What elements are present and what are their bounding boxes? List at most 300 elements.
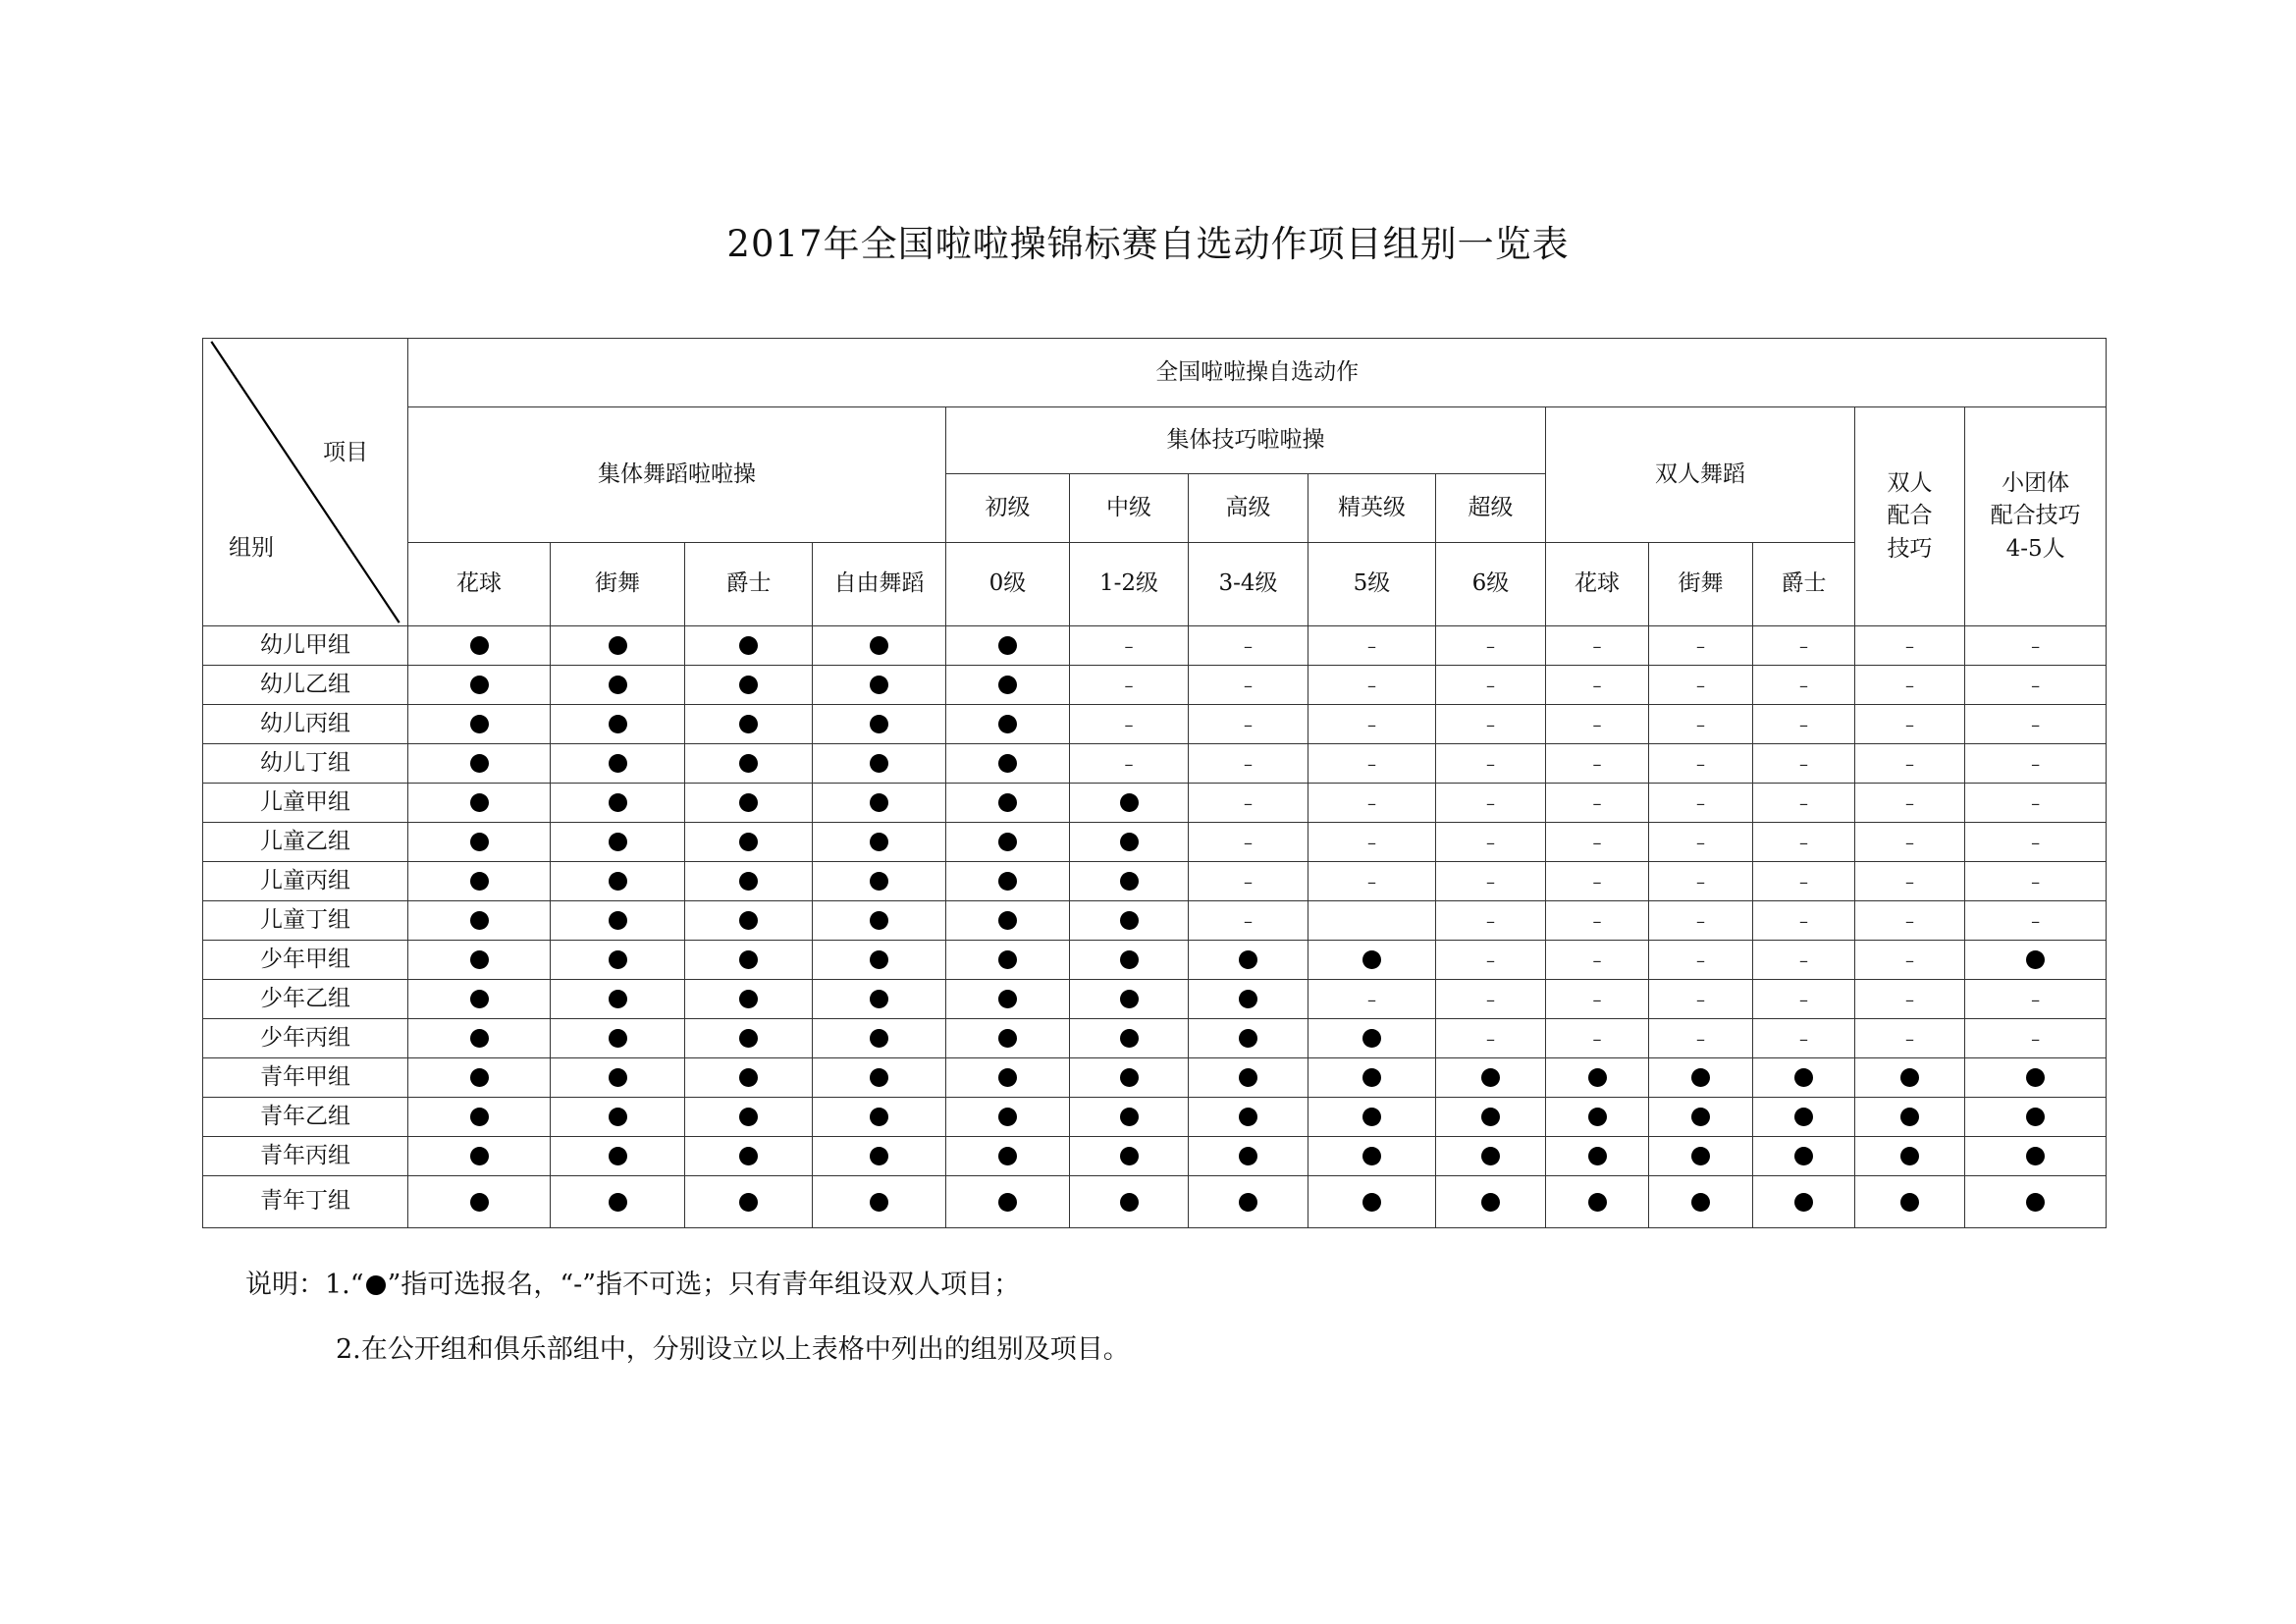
dot-icon (1120, 911, 1139, 930)
table-cell (1546, 626, 1649, 666)
table-cell (551, 1058, 685, 1098)
table-cell (685, 1058, 813, 1098)
table-cell (1308, 666, 1436, 705)
dash-mark: – (1486, 871, 1495, 893)
dot-icon (1362, 1068, 1381, 1087)
dot-icon (998, 715, 1017, 733)
dot-icon (739, 1108, 758, 1126)
table-cell (1649, 1098, 1753, 1137)
table-cell (408, 862, 551, 901)
table-cell (1436, 1058, 1546, 1098)
dash-mark: – (1592, 910, 1602, 932)
table-cell (685, 1098, 813, 1137)
small-group-line: 配合技巧 (1990, 503, 2081, 529)
table-cell (1649, 744, 1753, 784)
page-title: 2017年全国啦啦操锦标赛自选动作项目组别一览表 (726, 223, 1570, 265)
dot-icon (1239, 1108, 1257, 1126)
dash-mark: – (1486, 714, 1495, 735)
dot-icon (739, 793, 758, 812)
dot-icon (1691, 1068, 1710, 1087)
dot-icon (739, 990, 758, 1008)
dash-mark: – (1592, 714, 1602, 735)
dot-icon (1362, 950, 1381, 969)
dash-mark: – (2031, 832, 2041, 853)
dot-icon (2026, 1147, 2045, 1165)
table-cell (1436, 1098, 1546, 1137)
table-cell (1546, 705, 1649, 744)
table-cell (813, 941, 946, 980)
dot-icon (1481, 1147, 1500, 1165)
dash-mark: – (1905, 792, 1914, 814)
dash-mark: – (1905, 635, 1914, 657)
dot-icon (1588, 1193, 1607, 1212)
table-cell (685, 666, 813, 705)
dot-icon (870, 793, 888, 812)
table-cell (551, 1019, 685, 1058)
table-cell (1546, 1137, 1649, 1176)
table-cell (1546, 862, 1649, 901)
table-cell (1436, 862, 1546, 901)
dot-icon (998, 676, 1017, 694)
table-cell (1855, 1098, 1965, 1137)
dot-icon (1900, 1147, 1919, 1165)
dot-icon (870, 950, 888, 969)
table-cell (1649, 705, 1753, 744)
dot-icon (2026, 950, 2045, 969)
dot-icon (1362, 1193, 1381, 1212)
dash-mark: – (1696, 753, 1705, 775)
dash-mark: – (1486, 1028, 1495, 1050)
row-group-name: 青年丙组 (203, 1137, 408, 1176)
table-cell (1965, 626, 2107, 666)
subheader: 1-2级 (1070, 543, 1189, 626)
dot-icon (470, 1147, 489, 1165)
table-cell (1308, 862, 1436, 901)
table-cell (1855, 1058, 1965, 1098)
dot-icon (1794, 1147, 1813, 1165)
dot-icon (1120, 990, 1139, 1008)
table-cell (1189, 744, 1308, 784)
table-row (203, 941, 2107, 980)
table-cell (1546, 1098, 1649, 1137)
table-cell (813, 980, 946, 1019)
dash-mark: – (2031, 989, 2041, 1010)
dot-icon (870, 1068, 888, 1087)
table-cell (1070, 784, 1189, 823)
dot-icon (739, 1193, 758, 1212)
row-group-name: 少年乙组 (203, 980, 408, 1019)
dot-icon (1794, 1108, 1813, 1126)
dash-mark: – (1799, 989, 1808, 1010)
table-cell (946, 1019, 1070, 1058)
table-cell (1436, 980, 1546, 1019)
dot-icon (1691, 1193, 1710, 1212)
dot-icon (1120, 950, 1139, 969)
dot-icon (870, 636, 888, 655)
table-cell (813, 1058, 946, 1098)
table-cell (1308, 980, 1436, 1019)
table-cell (1546, 901, 1649, 941)
table-cell (1965, 901, 2107, 941)
table-cell (1436, 1019, 1546, 1058)
table-cell (1649, 626, 1753, 666)
dash-mark: – (1486, 635, 1495, 657)
table-cell (1070, 666, 1189, 705)
table-cell (551, 823, 685, 862)
subheader: 街舞 (1649, 543, 1753, 626)
dash-mark: – (1367, 635, 1376, 657)
dash-mark: – (1124, 753, 1134, 775)
table-cell (551, 1098, 685, 1137)
dash-mark: – (1696, 910, 1705, 932)
dot-icon (470, 872, 489, 891)
dot-icon (1588, 1068, 1607, 1087)
dot-icon (998, 754, 1017, 773)
dot-icon (1900, 1068, 1919, 1087)
dot-icon (870, 990, 888, 1008)
dot-icon (609, 715, 627, 733)
level-header: 中级 (1070, 474, 1189, 543)
table-cell (1436, 744, 1546, 784)
dot-icon (1794, 1193, 1813, 1212)
table-row (203, 1176, 2107, 1228)
dot-icon (1588, 1108, 1607, 1126)
table-cell (1855, 862, 1965, 901)
table-cell (551, 705, 685, 744)
dot-icon (609, 793, 627, 812)
table-cell (1308, 1098, 1436, 1137)
dash-mark: – (1905, 753, 1914, 775)
table-cell (1546, 784, 1649, 823)
dot-icon (1120, 1147, 1139, 1165)
table-cell (1546, 1019, 1649, 1058)
table-cell (1189, 1098, 1308, 1137)
table-cell (1436, 823, 1546, 862)
dot-icon (609, 1147, 627, 1165)
table-cell (408, 1176, 551, 1228)
dot-icon (870, 1147, 888, 1165)
dot-icon (998, 911, 1017, 930)
row-group-name: 幼儿甲组 (203, 626, 408, 666)
dot-icon (998, 1029, 1017, 1048)
dash-mark: – (1696, 792, 1705, 814)
table-cell (1546, 980, 1649, 1019)
table-cell (685, 784, 813, 823)
table-cell (1436, 1176, 1546, 1228)
table-cell (946, 744, 1070, 784)
dot-icon (739, 636, 758, 655)
table-cell (1436, 784, 1546, 823)
table-cell (946, 666, 1070, 705)
dot-icon (1120, 1193, 1139, 1212)
table-cell (551, 980, 685, 1019)
dot-icon (1691, 1147, 1710, 1165)
dot-icon (609, 636, 627, 655)
dot-icon (1900, 1193, 1919, 1212)
table-cell (1855, 941, 1965, 980)
dot-icon (609, 1193, 627, 1212)
dash-mark: – (1367, 832, 1376, 853)
dot-icon (470, 715, 489, 733)
row-group-name: 儿童丙组 (203, 862, 408, 901)
dot-icon (1794, 1068, 1813, 1087)
table-cell (813, 744, 946, 784)
table-cell (1965, 784, 2107, 823)
pair-stunt-line: 技巧 (1887, 535, 1933, 562)
dash-mark: – (2031, 871, 2041, 893)
dash-mark: – (2031, 635, 2041, 657)
corner-label-groups: 组别 (229, 534, 274, 561)
table-cell (1308, 1176, 1436, 1228)
table-cell (408, 784, 551, 823)
table-row (203, 744, 2107, 784)
table-cell (1965, 1176, 2107, 1228)
table-cell (685, 980, 813, 1019)
dot-icon (739, 754, 758, 773)
table-cell (1965, 862, 2107, 901)
table-row (203, 705, 2107, 744)
dash-mark: – (1486, 675, 1495, 696)
table-cell (1649, 901, 1753, 941)
table-cell (1436, 626, 1546, 666)
table-cell (813, 705, 946, 744)
dash-mark: – (1244, 871, 1253, 893)
level-header: 初级 (946, 474, 1070, 543)
dash-mark: – (1124, 675, 1134, 696)
row-group-name: 儿童乙组 (203, 823, 408, 862)
dot-icon (870, 1029, 888, 1048)
table-cell (1753, 1137, 1855, 1176)
dot-icon (1691, 1108, 1710, 1126)
dot-icon (609, 872, 627, 891)
dash-mark: – (1124, 714, 1134, 735)
dot-icon (739, 950, 758, 969)
dash-mark: – (1592, 832, 1602, 853)
table-cell (1965, 823, 2107, 862)
table-cell (1070, 744, 1189, 784)
table-cell (1753, 941, 1855, 980)
dot-icon (470, 1068, 489, 1087)
table-cell (685, 705, 813, 744)
subheader: 5级 (1308, 543, 1436, 626)
table-row (203, 666, 2107, 705)
dot-icon (739, 1147, 758, 1165)
table-cell (408, 823, 551, 862)
dash-mark: – (1592, 792, 1602, 814)
dash-mark: – (1799, 949, 1808, 971)
dot-icon (1239, 1068, 1257, 1087)
dash-mark: – (1696, 832, 1705, 853)
dot-icon (1481, 1068, 1500, 1087)
dot-icon (739, 715, 758, 733)
table-cell (813, 823, 946, 862)
table-cell (408, 1098, 551, 1137)
subheader: 爵士 (685, 543, 813, 626)
dot-icon (1239, 950, 1257, 969)
table-cell (1436, 666, 1546, 705)
table-cell (1965, 941, 2107, 980)
table-cell (1753, 744, 1855, 784)
dot-icon (998, 1193, 1017, 1212)
table-cell (408, 1019, 551, 1058)
small-group-line: 小团体 (2002, 469, 2070, 496)
dot-icon (1120, 833, 1139, 851)
table-cell (1649, 784, 1753, 823)
table-cell (1855, 744, 1965, 784)
table-cell (1753, 1098, 1855, 1137)
group-header-skill: 集体技巧啦啦操 (946, 407, 1546, 474)
dot-icon (609, 911, 627, 930)
corner-header (203, 339, 408, 626)
table-cell (1189, 1176, 1308, 1228)
dash-mark: – (1486, 832, 1495, 853)
table-cell (1753, 862, 1855, 901)
dot-icon (2026, 1068, 2045, 1087)
table-cell (408, 626, 551, 666)
table-cell (1649, 1019, 1753, 1058)
dot-icon (1239, 1193, 1257, 1212)
table-cell (685, 862, 813, 901)
table-cell (1855, 666, 1965, 705)
dot-icon (998, 872, 1017, 891)
table-cell (946, 1098, 1070, 1137)
dash-mark: – (1905, 832, 1914, 853)
dot-icon (998, 1068, 1017, 1087)
dot-icon (739, 1029, 758, 1048)
subheader: 3-4级 (1189, 543, 1308, 626)
table-row (203, 980, 2107, 1019)
dash-mark: – (1799, 675, 1808, 696)
row-group-name: 少年丙组 (203, 1019, 408, 1058)
table-cell (946, 626, 1070, 666)
table-cell (1965, 980, 2107, 1019)
dash-mark: – (1486, 910, 1495, 932)
dot-icon (998, 1108, 1017, 1126)
table-cell (946, 705, 1070, 744)
dash-mark: – (1905, 949, 1914, 971)
table-cell (1189, 862, 1308, 901)
table-cell (946, 980, 1070, 1019)
table-row (203, 862, 2107, 901)
table-cell (946, 823, 1070, 862)
table-cell (1070, 705, 1189, 744)
table-cell (1189, 1137, 1308, 1176)
dot-icon (470, 990, 489, 1008)
table-cell (1855, 901, 1965, 941)
table-row (203, 1058, 2107, 1098)
note-line-1 (245, 1263, 1020, 1301)
table-cell (1308, 705, 1436, 744)
row-group-name: 幼儿乙组 (203, 666, 408, 705)
table-cell (1189, 1058, 1308, 1098)
table-cell (1070, 626, 1189, 666)
table-cell (813, 901, 946, 941)
table-cell (1649, 1058, 1753, 1098)
table-row (203, 1098, 2107, 1137)
table-cell (1070, 941, 1189, 980)
table-cell (1855, 1019, 1965, 1058)
dash-mark: – (1799, 1028, 1808, 1050)
table-cell (1308, 941, 1436, 980)
dash-mark: – (1244, 675, 1253, 696)
table-cell (1965, 1137, 2107, 1176)
subheader: 爵士 (1753, 543, 1855, 626)
row-group-name: 幼儿丙组 (203, 705, 408, 744)
row-group-name: 青年丁组 (203, 1176, 408, 1228)
dot-icon (609, 833, 627, 851)
dash-mark: – (1905, 675, 1914, 696)
table-cell (1855, 1137, 1965, 1176)
table-cell (685, 823, 813, 862)
table-cell (1649, 1176, 1753, 1228)
table-cell (946, 862, 1070, 901)
table-cell (1753, 823, 1855, 862)
table-cell (1189, 705, 1308, 744)
table-cell (1308, 626, 1436, 666)
dot-icon (470, 1108, 489, 1126)
dot-icon (870, 715, 888, 733)
table-cell (1189, 784, 1308, 823)
dot-icon (470, 754, 489, 773)
dash-mark: – (1799, 753, 1808, 775)
dash-mark: – (1905, 714, 1914, 735)
table-cell (1436, 901, 1546, 941)
row-group-name: 儿童甲组 (203, 784, 408, 823)
dash-mark: – (1367, 792, 1376, 814)
dot-icon (870, 872, 888, 891)
group-header-pair-stunt (1855, 407, 1965, 626)
table-cell (1308, 1019, 1436, 1058)
table-cell (551, 941, 685, 980)
diagonal-line (203, 339, 407, 625)
dot-icon (366, 1275, 386, 1295)
table-cell (1965, 1019, 2107, 1058)
dash-mark: – (1244, 753, 1253, 775)
table-cell (946, 941, 1070, 980)
dot-icon (609, 1068, 627, 1087)
dot-icon (470, 911, 489, 930)
table-cell (1189, 941, 1308, 980)
table-cell (813, 1176, 946, 1228)
table-cell (1070, 1019, 1189, 1058)
level-header: 精英级 (1308, 474, 1436, 543)
dash-mark: – (2031, 753, 2041, 775)
group-header-pair-dance: 双人舞蹈 (1546, 407, 1855, 543)
dash-mark: – (2031, 714, 2041, 735)
table-cell (946, 784, 1070, 823)
dash-mark: – (1905, 989, 1914, 1010)
table-cell (1546, 744, 1649, 784)
table-row (203, 1137, 2107, 1176)
table-cell (1070, 1098, 1189, 1137)
table-cell (1753, 666, 1855, 705)
table-cell (1308, 901, 1436, 941)
dash-mark: – (1799, 714, 1808, 735)
table-cell (1308, 823, 1436, 862)
dash-mark: – (1799, 871, 1808, 893)
dot-icon (1239, 990, 1257, 1008)
table-cell (1546, 823, 1649, 862)
table-cell (1308, 744, 1436, 784)
table-cell (1855, 705, 1965, 744)
dot-icon (470, 676, 489, 694)
dash-mark: – (1905, 910, 1914, 932)
table-cell (551, 784, 685, 823)
small-group-line: 4-5人 (2005, 535, 2065, 562)
subheader: 花球 (408, 543, 551, 626)
row-group-name: 青年乙组 (203, 1098, 408, 1137)
dot-icon (470, 833, 489, 851)
